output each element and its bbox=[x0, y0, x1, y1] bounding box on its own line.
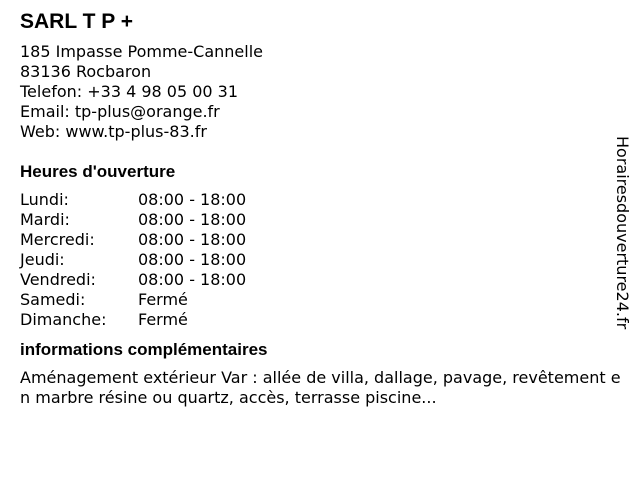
hours-value: 08:00 - 18:00 bbox=[138, 250, 247, 269]
hours-value: Fermé bbox=[138, 310, 188, 329]
additional-info-heading: informations complémentaires bbox=[20, 340, 268, 359]
opening-hours-heading: Heures d'ouverture bbox=[20, 162, 176, 181]
hours-value: 08:00 - 18:00 bbox=[138, 270, 247, 289]
day-label: Samedi: bbox=[20, 290, 86, 309]
email-line[interactable]: Email: tp-plus@orange.fr bbox=[20, 102, 220, 121]
hours-row-monday bbox=[20, 190, 620, 210]
day-label: Mardi: bbox=[20, 210, 70, 229]
hours-value: 08:00 - 18:00 bbox=[138, 190, 247, 209]
hours-row-friday bbox=[20, 270, 620, 290]
address-street: 185 Impasse Pomme-Cannelle bbox=[20, 42, 263, 61]
day-label: Dimanche: bbox=[20, 310, 107, 329]
hours-row-thursday bbox=[20, 250, 620, 270]
site-watermark[interactable]: Horairesdouverture24.fr bbox=[613, 136, 632, 330]
day-label: Lundi: bbox=[20, 190, 69, 209]
hours-row-sunday bbox=[20, 310, 620, 330]
business-name: SARL T P + bbox=[20, 10, 134, 33]
additional-info-text: Aménagement extérieur Var : allée de villa, dallage, pavage, revêtement en marbre résine ou quartz, accès, terrasse piscine... bbox=[20, 368, 621, 407]
web-line[interactable]: Web: www.tp-plus-83.fr bbox=[20, 122, 207, 141]
opening-hours-table bbox=[20, 190, 620, 330]
hours-value: 08:00 - 18:00 bbox=[138, 230, 247, 249]
day-label: Jeudi: bbox=[20, 250, 65, 269]
day-label: Vendredi: bbox=[20, 270, 96, 289]
hours-row-saturday bbox=[20, 290, 620, 310]
address-city: 83136 Rocbaron bbox=[20, 62, 152, 81]
hours-value: Fermé bbox=[138, 290, 188, 309]
hours-row-tuesday bbox=[20, 210, 620, 230]
hours-row-wednesday bbox=[20, 230, 620, 250]
phone-line[interactable]: Telefon: +33 4 98 05 00 31 bbox=[20, 82, 239, 101]
business-card bbox=[20, 8, 620, 408]
hours-value: 08:00 - 18:00 bbox=[138, 210, 247, 229]
day-label: Mercredi: bbox=[20, 230, 95, 249]
